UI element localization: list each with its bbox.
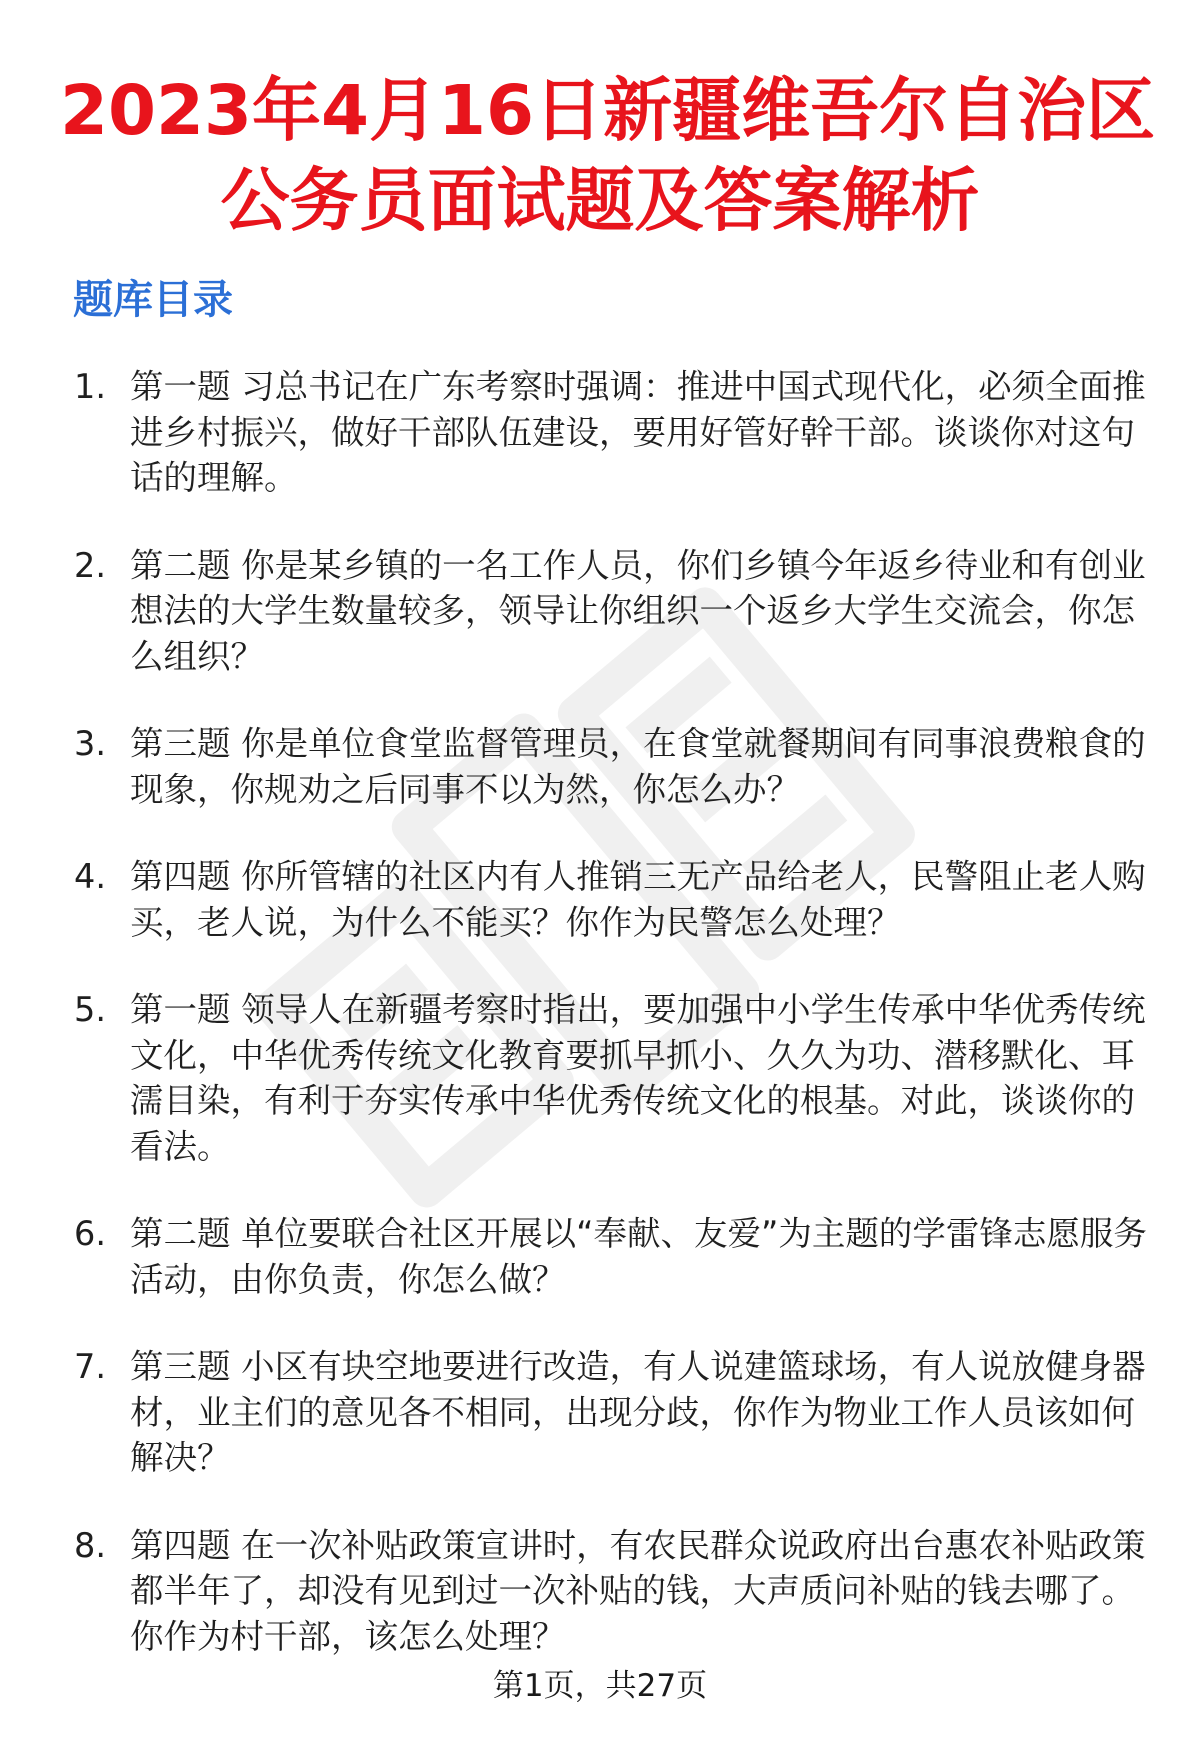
- question-number: 5.: [74, 990, 106, 1029]
- question-text: 第四题 你所管辖的社区内有人推销三无产品给老人，民警阻止老人购买，老人说，为什么不能买？你作为民警怎么处理？: [130, 857, 1146, 942]
- question-item: [70, 854, 1150, 945]
- page-footer: 第1页，共27页: [492, 1668, 708, 1704]
- question-item: [70, 364, 1150, 501]
- question-text: 第一题 领导人在新疆考察时指出，要加强中小学生传承中华优秀传统文化，中华优秀传统文化教育要抓早抓小、久久为功、潜移默化、耳濡目染，有利于夯实传承中华优秀传统文化的根基。对此，谈谈你的看法。: [130, 990, 1146, 1166]
- question-number: 7.: [74, 1347, 106, 1386]
- question-text: 第三题 你是单位食堂监督管理员，在食堂就餐期间有同事浪费粮食的现象，你规劝之后同事不以为然，你怎么办？: [130, 724, 1146, 809]
- title-line-1: 2023年4月16日新疆维吾尔自治区: [60, 71, 1156, 151]
- question-text: 第二题 单位要联合社区开展以“奉献、友爱”为主题的学雷锋志愿服务活动，由你负责，你怎么做？: [130, 1214, 1147, 1299]
- question-item: [70, 543, 1150, 680]
- question-item: [70, 721, 1150, 812]
- document-title: [60, 66, 1156, 246]
- question-number: 4.: [74, 857, 106, 896]
- question-number: 8.: [74, 1525, 106, 1565]
- question-text: 第四题 在一次补贴政策宣讲时，有农民群众说政府出台惠农补贴政策都半年了，却没有见到过一次补贴的钱，大声质问补贴的钱去哪了。你作为村干部，该怎么处理？: [130, 1525, 1146, 1656]
- question-number: 2.: [74, 545, 106, 585]
- title-line-2: 公务员面试题及答案解析: [220, 161, 980, 241]
- question-list: [70, 364, 1150, 1659]
- question-text: 第三题 小区有块空地要进行改造，有人说建篮球场，有人说放健身器材，业主们的意见各不相同，出现分歧，你作为物业工作人员该如何解决？: [130, 1347, 1146, 1477]
- question-item: [70, 1344, 1150, 1481]
- question-number: 3.: [74, 724, 106, 763]
- question-text: 第二题 你是某乡镇的一名工作人员，你们乡镇今年返乡待业和有创业想法的大学生数量较多，领导让你组织一个返乡大学生交流会，你怎么组织？: [130, 545, 1146, 676]
- question-item: [70, 987, 1150, 1169]
- question-text: 第一题 习总书记在广东考察时强调：推进中国式现代化，必须全面推进乡村振兴，做好干部队伍建设，要用好管好幹干部。谈谈你对这句话的理解。: [130, 367, 1146, 497]
- question-number: 6.: [74, 1214, 106, 1253]
- toc-heading: 题库目录: [73, 277, 233, 323]
- question-number: 1.: [74, 367, 106, 406]
- question-item: [70, 1211, 1150, 1302]
- question-item: [70, 1523, 1150, 1660]
